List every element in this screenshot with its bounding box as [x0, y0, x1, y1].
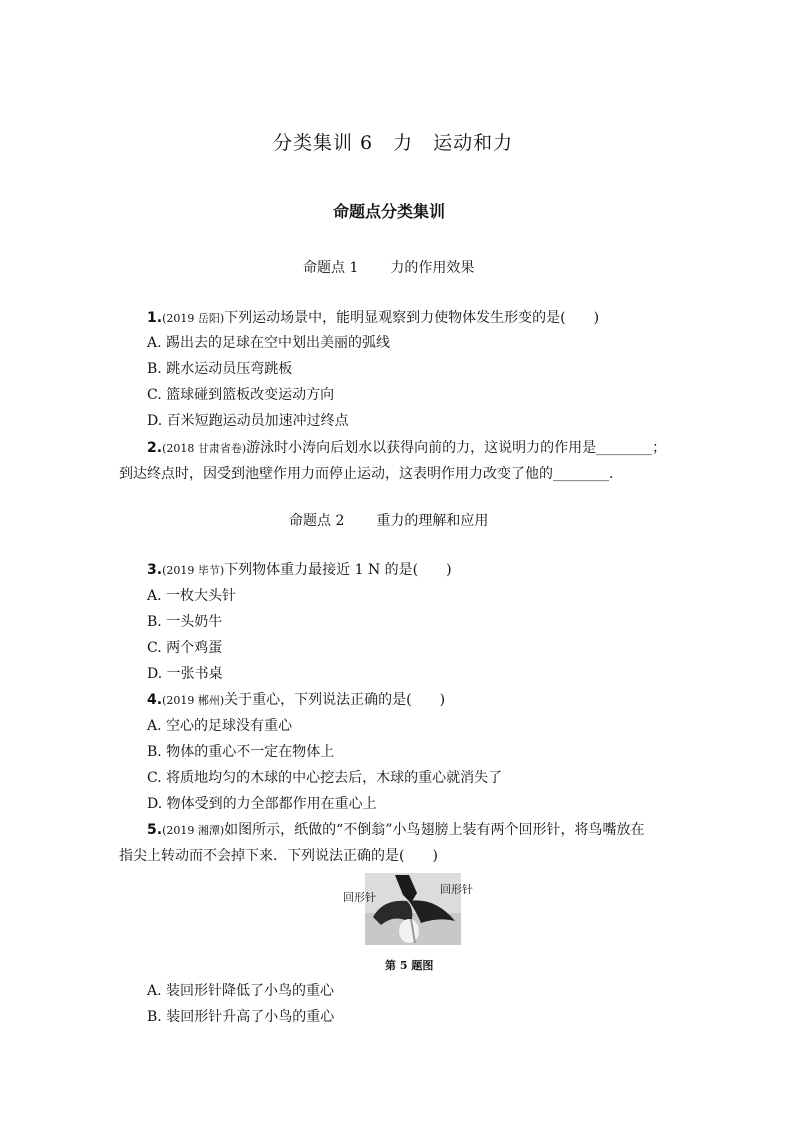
question-text: 关于重心，下列说法正确的是( ): [224, 692, 446, 708]
option-c: C. 两个鸡蛋: [147, 640, 223, 656]
question-5: [147, 820, 644, 841]
question-2: [147, 438, 666, 459]
option-a: A. 一枚大头针: [147, 588, 237, 604]
question-text: 下列运动场景中，能明显观察到力使物体发生形变的是( ): [224, 310, 600, 326]
option-a: A. 装回形针降低了小鸟的重心: [147, 983, 335, 999]
question-text: 如图所示，纸做的“不倒翁”小鸟翅膀上装有两个回形针，将鸟嘴放在: [224, 822, 645, 838]
section-heading-2: [289, 511, 488, 531]
question-4: [147, 690, 445, 711]
section-name: 重力的理解和应用: [376, 513, 489, 529]
option-c: C. 将质地均匀的木球的中心挖去后，木球的重心就消失了: [147, 770, 503, 786]
option-a: A. 空心的足球没有重心: [147, 718, 293, 734]
option-a: A. 踢出去的足球在空中划出美丽的弧线: [147, 335, 391, 351]
option-b: B. 一头奶牛: [147, 614, 223, 630]
section-name: 力的作用效果: [390, 260, 475, 276]
question-source: (2019 毕节): [162, 564, 225, 577]
section-label: 命题点 1: [303, 260, 359, 276]
question-2-line2: 到达终点时，因受到池壁作用力而停止运动，这表明作用力改变了他的________.: [119, 466, 614, 482]
question-number: 2.: [147, 440, 163, 456]
question-source: (2018 甘肃省卷): [162, 442, 247, 455]
option-d: D. 物体受到的力全部都作用在重心上: [147, 796, 377, 812]
option-b: B. 跳水运动员压弯跳板: [147, 361, 293, 377]
question-number: 4.: [147, 692, 163, 708]
option-d: D. 百米短跑运动员加速冲过终点: [147, 413, 349, 429]
question-source: (2019 湘潭): [162, 824, 225, 837]
section-heading-1: [303, 258, 474, 278]
figure-label-right: 回形针: [440, 883, 473, 896]
question-number: 5.: [147, 822, 163, 838]
figure-label-left: 回形针: [343, 891, 376, 904]
option-b: B. 物体的重心不一定在物体上: [147, 744, 335, 760]
question-1: [147, 308, 599, 329]
question-number: 3.: [147, 562, 163, 578]
option-c: C. 篮球碰到篮板改变运动方向: [147, 387, 335, 403]
option-b: B. 装回形针升高了小鸟的重心: [147, 1009, 335, 1025]
question-3: [147, 560, 452, 581]
question-text: 下列物体重力最接近 1 N 的是( ): [224, 562, 452, 578]
option-d: D. 一张书桌: [147, 666, 223, 682]
section-subtitle: 命题点分类集训: [333, 202, 446, 221]
question-source: (2019 郴州): [162, 694, 225, 707]
question-number: 1.: [147, 310, 163, 326]
figure-caption: 第 5 题图: [385, 959, 434, 972]
page-title: 分类集训 6 力 运动和力: [273, 132, 514, 154]
section-label: 命题点 2: [289, 513, 345, 529]
question-5-line2: 指尖上转动而不会掉下来．下列说法正确的是( ): [119, 848, 438, 864]
question-source: (2019 岳阳): [162, 312, 225, 325]
question-text: 游泳时小涛向后划水以获得向前的力，这说明力的作用是________；: [246, 440, 667, 456]
